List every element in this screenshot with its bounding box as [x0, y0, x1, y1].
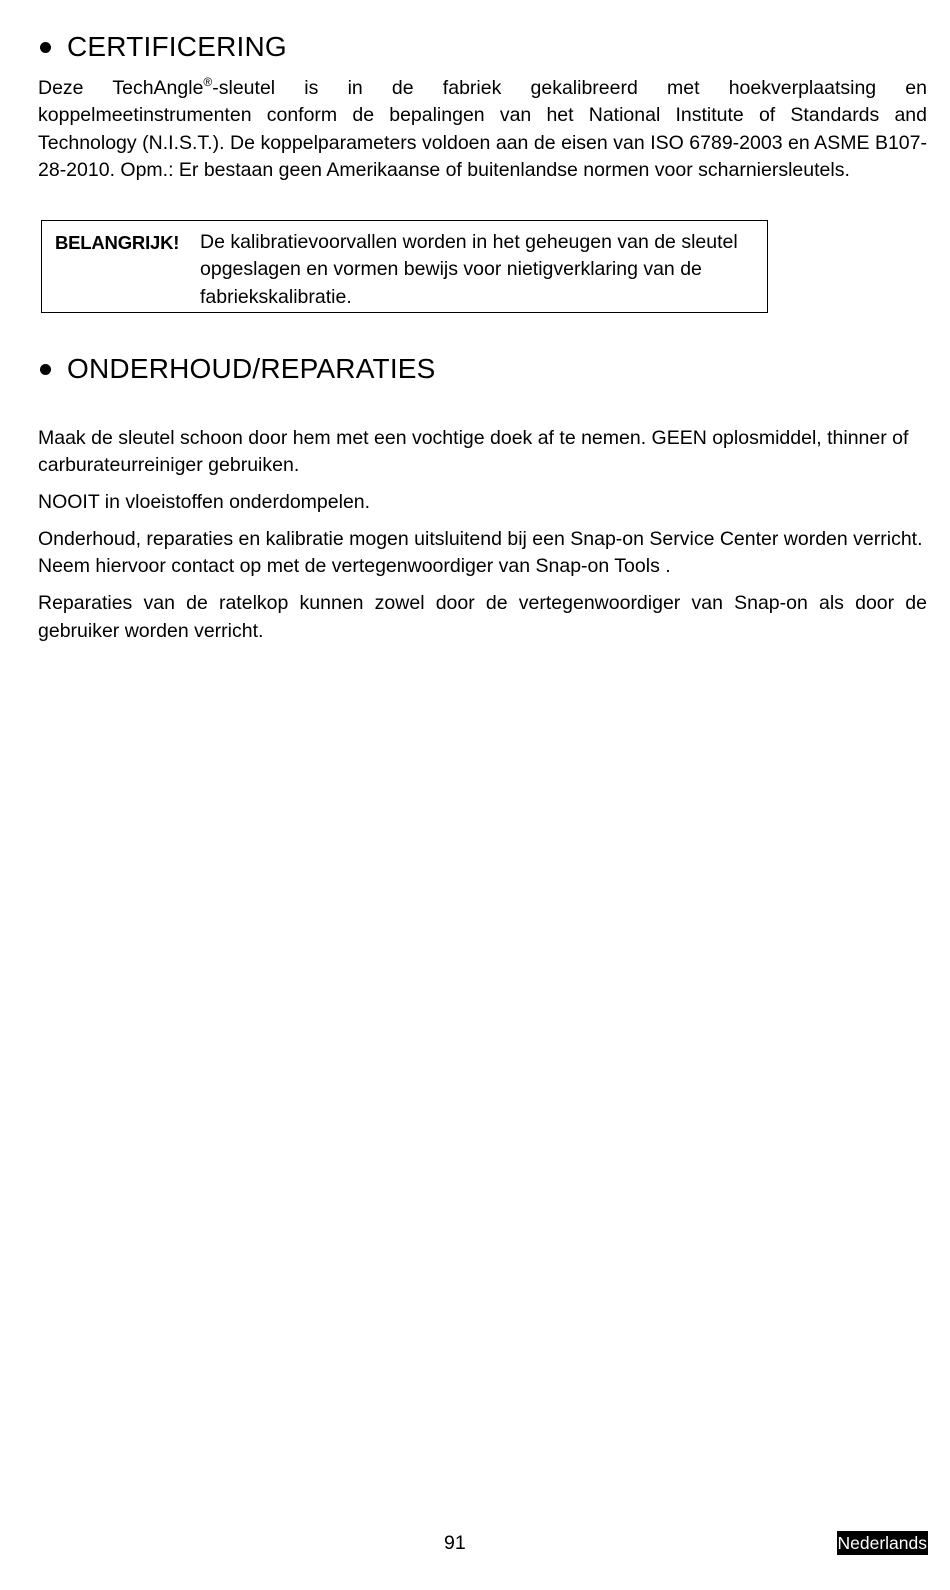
section-title: ONDERHOUD/REPARATIES	[67, 353, 436, 384]
section-heading-certification	[38, 30, 287, 64]
paragraph-start: Deze TechAngle	[38, 77, 204, 99]
maintenance-paragraph: Maak de sleutel schoon door hem met een vochtige doek af te nemen. GEEN oplosmiddel, thinner of carburateurreiniger gebruiken.	[38, 427, 909, 477]
maintenance-body	[38, 425, 927, 654]
notice-label: BELANGRIJK!	[55, 232, 180, 253]
important-notice-box	[41, 220, 768, 313]
maintenance-paragraph: NOOIT in vloeistoffen onderdompelen.	[38, 491, 371, 514]
certification-paragraph	[38, 75, 927, 184]
section-heading-maintenance	[38, 352, 436, 386]
section-title: CERTIFICERING	[67, 31, 287, 62]
notice-text: De kalibratievoorvallen worden in het geheugen van de sleutel opgeslagen en vormen bewijs voor nietigverklaring van de fabriekskalibratie.	[200, 231, 738, 308]
maintenance-paragraph: Onderhoud, reparaties en kalibratie mogen uitsluitend bij een Snap-on Service Center worden verricht. Neem hiervoor contact op met de vertegenwoordiger van Snap-on Tools .	[38, 528, 923, 578]
bullet-icon	[40, 42, 51, 53]
maintenance-paragraph: Reparaties van de ratelkop kunnen zowel door de vertegenwoordiger van Snap-on als door de gebruiker worden verricht.	[38, 592, 927, 642]
bullet-icon	[40, 364, 51, 375]
certification-body	[38, 75, 927, 184]
page-number: 91	[444, 1532, 466, 1554]
registered-mark: ®	[203, 75, 213, 89]
language-tab: Nederlands	[837, 1533, 927, 1553]
paragraph-rest: -sleutel is in de fabriek gekalibreerd met hoekverplaatsing en koppelmeetinstrumenten conform de bepalingen van het National Institute of Standards and Technology (N.I.S.T.). De koppelparameters voldoen aan de eisen van ISO 6789-2003 en ASME B107-28-2010. Opm.: Er bestaan geen Amerikaanse of buitenlandse normen voor scharniersleutels.	[38, 77, 928, 181]
